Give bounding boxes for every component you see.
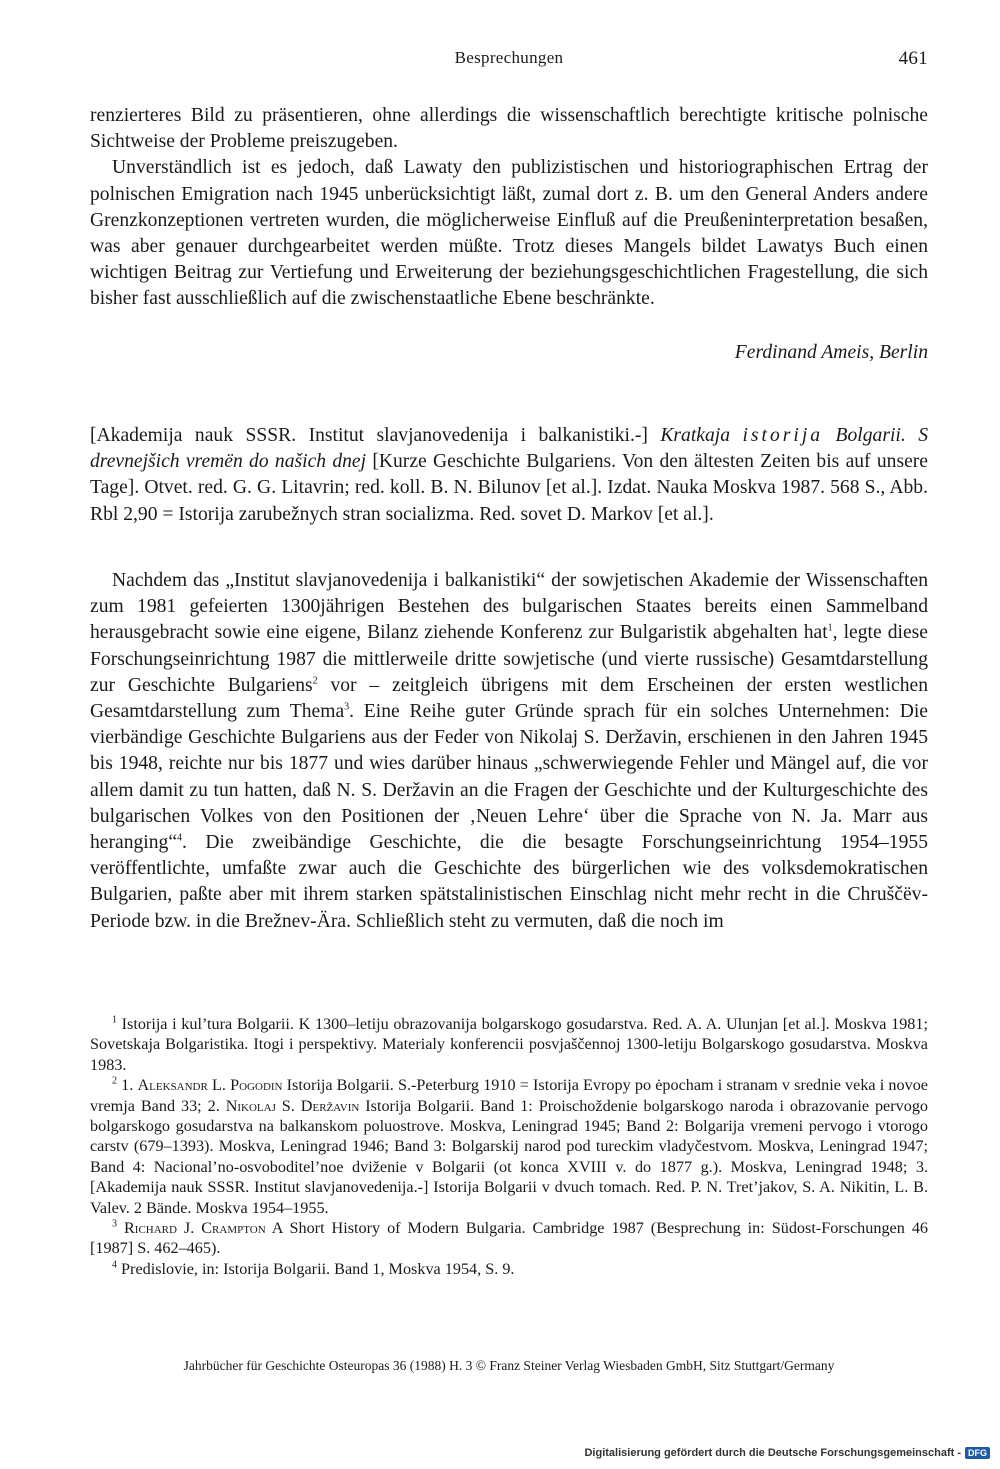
author-name: Aleksandr L. Pogodin — [137, 1076, 283, 1095]
dfg-logo-icon: DFG — [965, 1447, 990, 1459]
book-citation — [90, 423, 928, 528]
citation-title-a: Kratkaja — [660, 425, 743, 446]
paragraph: Unverständlich ist es jedoch, daß Lawaty den publizistischen und historiographischen Ertrag der polnischen Emigration nach 1945 unberücksichtigt läßt, zumal dort z. B. um den General Anders andere Grenzkonzeptionen vertreten wurden, die möglicherweise Einfluß auf die Preußeninterpretation besaßen, was aber genauer durchgearbeitet werden müßte. Trotz dieses Mangels bildet Lawatys Buch einen wichtigen Beitrag zur Vertiefung und Erweiterung der beziehungsgeschichtlichen Fragestellung, die sich bisher fast ausschließlich auf die zwischenstaatliche Ebene beschränkte. — [90, 157, 928, 310]
page-number: 461 — [898, 48, 928, 69]
footnote-text: Istorija Bolgarii. Band 1: Proischoždenie bolgarskogo naroda i obrazovanie pervogo bolgarskogo gosudarstva na balkanskom poluostrove. Moskva, Leningrad 1945; Band 2: Bolgarija vremeni pervogo i vtorogo carstv (679–1393). Moskva, Leningrad 1946; Band 3: Bolgarskij narod pod tureckim vladyčestvom. Moskva, Leningrad 1947; Band 4: Nacional’no-osvoboditel’noe dviženie v Bolgarii (ot konca XVIII v. do 1877 g.). Moskva, Leningrad 1948; 3. [Akademija nauk SSSR. Institut slavjanovedenija.-] Istorija Bolgarii v dvuch tomach. Red. P. N. Tret’jakov, S. A. Nikitin, L. B. Valev. 2 Bände. Moskva 1954–1955. — [90, 1096, 929, 1217]
footnote-4 — [90, 1259, 928, 1279]
running-head — [90, 48, 928, 74]
footnote-number: 1 — [112, 1014, 117, 1026]
text-segment: . Die zweibändige Geschichte, die die besagte Forschungseinrichtung 1954–1955 veröffentlichte, umfaßte zwar auch die Geschichte des bürgerlichen wie des volksdemokratischen Bulgarien, paßte aber mit ihrem starken spätstalinistischen Einschlag nicht mehr recht in die Chruščëv-Periode bzw. in die Brežnev-Ära. Schließlich steht zu vermuten, daß die noch im — [90, 832, 928, 932]
footnote-number: 4 — [112, 1259, 117, 1271]
author-name: Richard J. Crampton — [123, 1219, 266, 1238]
footnote-text: Predislovie, in: Istorija Bolgarii. Band 1, Moskva 1954, S. 9. — [117, 1259, 515, 1278]
running-title: Besprechungen — [454, 48, 564, 67]
dfg-text: Digitalisierung gefördert durch die Deutsche Forschungsgemeinschaft - — [584, 1447, 961, 1459]
footnote-ref[interactable]: 1 — [827, 622, 833, 634]
dfg-funding-note — [584, 1447, 990, 1459]
footnote-1 — [90, 1014, 928, 1075]
footnote-ref[interactable]: 4 — [177, 832, 183, 844]
citation-title-b: Bolgarii. S drevnejšich vremën do našich dnej — [90, 425, 928, 473]
citation-title-spaced: istorija — [742, 425, 824, 446]
text-segment: . Eine Reihe guter Gründe sprach für ein solches Unternehmen: Die vierbändige Geschichte Bulgariens aus der Feder von Nikolaj S. Deržavin, erschienen in den Jahren 1945 bis 1948, reichte nur bis 1877 und wies darüber hinaus „schwerwiegende Fehler und Mängel auf, die vor allem damit zu tun hatten, daß N. S. Deržavin an die Fragen der Geschichte und der Kulturgeschichte des bulgarischen Volkes von den Positionen der ‚Neuen Lehre‘ über die Sprache von N. Ja. Marr aus heranging“ — [90, 701, 928, 854]
footnote-ref[interactable]: 2 — [312, 675, 318, 687]
footnote-text: 1. — [117, 1076, 138, 1095]
paragraph: renzierteres Bild zu präsentieren, ohne allerdings die wissenschaftlich berechtigte kritische polnische Sichtweise der Probleme preiszugeben. — [90, 105, 928, 153]
text-segment: Nachdem das „Institut slavjanovedenija i balkanistiki“ der sowjetischen Akademie der Wissenschaften zum 1981 gefeierten 1300jährigen Bestehen des bulgarischen Staates bereits einen Sammelband herausgebracht sowie eine eigene, Bilanz ziehende Konferenz zur Bulgaristik abgehalten hat — [90, 570, 928, 644]
footnotes — [90, 1014, 928, 1279]
review-ameis — [90, 103, 928, 313]
footnote-number: 3 — [112, 1218, 117, 1230]
footnote-3 — [90, 1218, 928, 1259]
imprint: Jahrbücher für Geschichte Osteuropas 36 (1988) H. 3 © Franz Steiner Verlag Wiesbaden GmbH, Sitz Stuttgart/Germany — [183, 1358, 835, 1373]
footnote-2 — [90, 1075, 928, 1218]
citation-prefix: [Akademija nauk SSSR. Institut slavjanovedenija i balkanistiki.-] — [90, 425, 661, 446]
text-segment: , legte diese Forschungseinrichtung 1987 die mittlerweile dritte sowjetische (und vierte russische) Gesamtdarstellung zur Geschichte Bulgariens — [90, 622, 928, 696]
footnote-text: Istorija i kul’tura Bolgarii. K 1300–letiju obrazovanija bolgarskogo gosudarstva. Red. A. A. Ulunjan [et al.]. Moskva 1981; Sovetskaja Bolgaristika. Itogi i perspektivy. Materialy konferencii posvjaščennoj 1300-letiju Bolgarskogo gosudarstva. Moskva 1983. — [90, 1015, 928, 1074]
footnote-text: A Short History of Modern Bulgaria. Cambridge 1987 (Besprechung in: Südost-Forschungen 46 [1987] S. 462–465). — [90, 1219, 929, 1258]
citation-details: [Kurze Geschichte Bulgariens. Von den ältesten Zeiten bis auf unsere Tage]. Otvet. red. G. G. Litavrin; red. koll. B. N. Bilunov [et al.]. Izdat. Nauka Moskva 1987. 568 S., Abb. Rbl 2,90 = Istorija zarubežnych stran socializma. Red. sovet D. Markov [et al.]. — [90, 451, 928, 525]
footnote-ref[interactable]: 3 — [344, 701, 350, 713]
author-name: Nikolaj S. Deržavin — [225, 1096, 360, 1115]
footnote-number: 2 — [112, 1075, 117, 1087]
reviewer-signature: Ferdinand Ameis, Berlin — [734, 342, 928, 363]
footnote-text: Istorija Bolgarii. S.-Peterburg 1910 = Istorija Evropy po ėpocham i stranam v srednie veka i novoe vremja Band 33; 2. — [90, 1076, 928, 1115]
text-segment: vor – zeitgleich übrigens mit dem Erscheinen der ersten westlichen Gesamtdarstellung zum Thema — [90, 674, 929, 723]
review-text — [90, 568, 928, 935]
